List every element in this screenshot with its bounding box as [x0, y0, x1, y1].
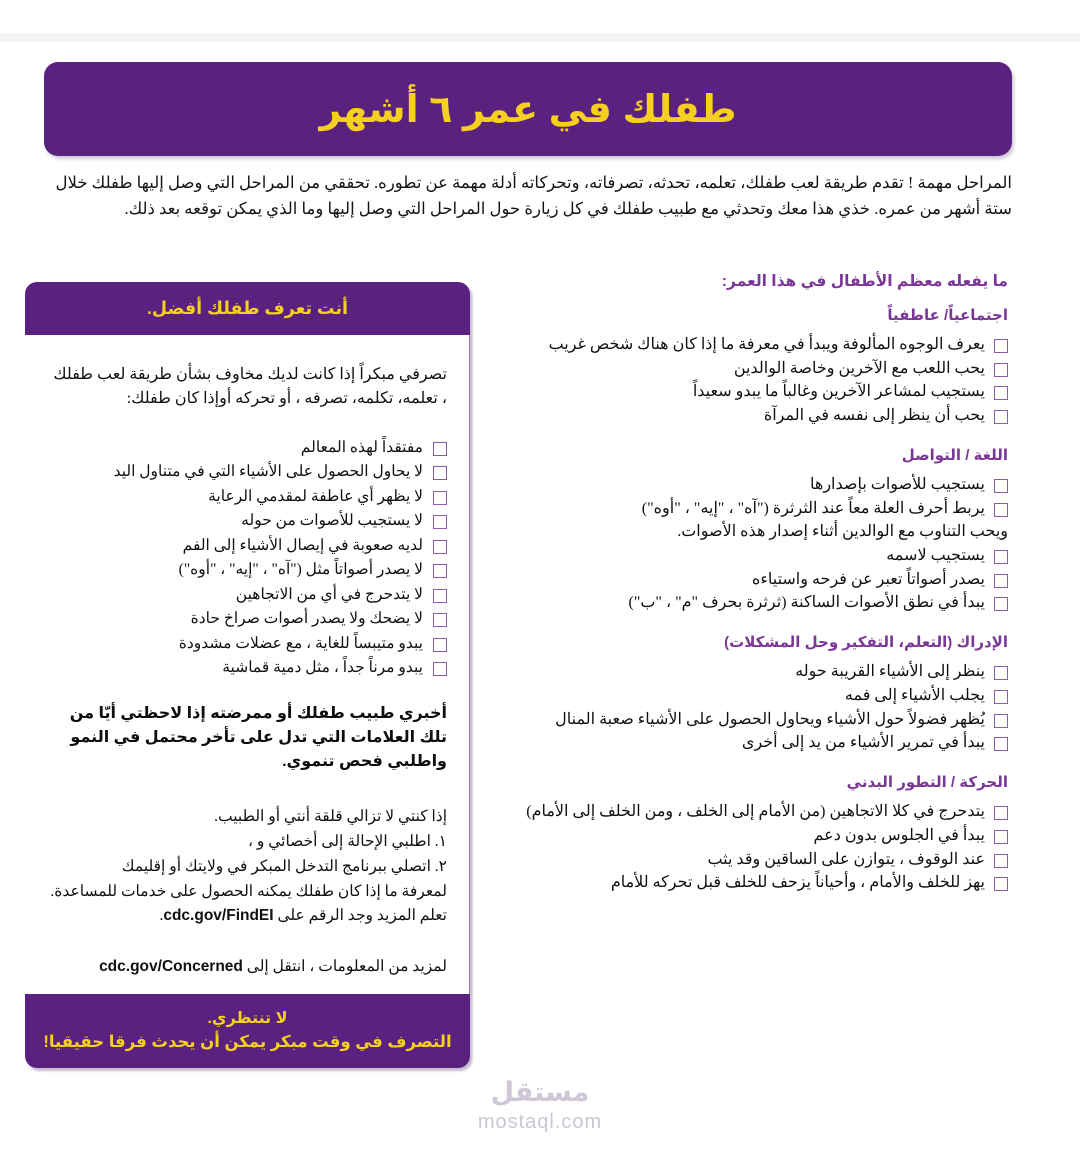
list-item-label: يربط أحرف العلة معاً عند الثرثرة ("آه" ، "إيه" ، "أوه") [641, 499, 985, 517]
checkbox-icon[interactable] [994, 597, 1008, 611]
card-footer [25, 994, 470, 1068]
checkbox-icon[interactable] [994, 714, 1008, 728]
checkbox-icon[interactable] [994, 386, 1008, 400]
card-still-concerned: إذا كنتي لا تزالي قلقة أنتي أو الطبيب. [214, 807, 447, 825]
list-item-label: يحب أن ينظر إلى نفسه في المرآة [763, 407, 985, 425]
card-step-2: ٢. اتصلي ببرنامج التدخل المبكر في ولايتك أو إقليمك [121, 858, 447, 876]
list-item[interactable] [47, 510, 447, 532]
list-item-label: يهز للخلف والأمام ، وأحياناً يزحف للخلف قبل تحركه للأمام [610, 874, 985, 892]
section-heading: اللغة / التواصل [901, 446, 1008, 464]
card-learn-more [47, 880, 447, 927]
list-item[interactable] [488, 709, 1008, 732]
checkbox-icon[interactable] [994, 854, 1008, 868]
list-item[interactable] [47, 461, 447, 483]
section-heading: اجتماعياً/ عاطفياً [887, 307, 1008, 324]
list-item-label: مفتقداً لهذه المعالم [300, 439, 423, 456]
list-item[interactable] [488, 732, 1008, 755]
card-intro-text: تصرفي مبكراً إذا كانت لديك مخاوف بشأن طريقة لعب طفلك ، تعلمه، تكلمه، تصرفه ، أو تحركه أوإذا كان طفلك: [53, 366, 447, 407]
list-item-label: يستجيب لاسمه [886, 547, 985, 565]
card-more-info-text: لمزيد من المعلومات ، انتقل إلى [246, 957, 447, 975]
findei-link[interactable]: cdc.gov/FindEI [163, 906, 274, 924]
list-item-label: يبدأ في نطق الأصوات الساكنة (ثرثرة بحرف "م" ، "ب") [628, 594, 985, 612]
list-item[interactable] [47, 657, 447, 679]
checkbox-icon[interactable] [433, 540, 447, 554]
checkbox-icon[interactable] [994, 550, 1008, 564]
list-item-label: يعرف الوجوه المألوفة ويبدأ في معرفة ما إذا كان هناك شخص غريب [548, 336, 985, 353]
list-item-label: يستجيب لمشاعر الآخرين وغالباً ما يبدو سعيداً [692, 383, 985, 401]
card-header [25, 282, 470, 335]
checkbox-icon[interactable] [994, 666, 1008, 680]
list-item-label: يُظهر فضولاً حول الأشياء ويحاول الحصول على الأشياء صعبة المنال [555, 710, 985, 728]
list-item[interactable] [488, 661, 1008, 684]
section-movement-physical [488, 773, 1008, 895]
checkbox-icon[interactable] [433, 466, 447, 480]
list-item-label: يبدو مرناً جداً ، مثل دمية قماشية [222, 659, 423, 677]
list-item-label: عند الوقوف ، يتوازن على الساقين وقد يثب [707, 850, 985, 868]
list-item[interactable] [488, 358, 1008, 381]
card-learn-more-period: . [159, 906, 164, 924]
checkbox-icon[interactable] [994, 830, 1008, 844]
list-item[interactable] [488, 592, 1008, 615]
list-item-label: لا يستجيب للأصوات من حوله [241, 512, 423, 530]
list-item[interactable] [488, 405, 1008, 428]
section-language-communication [488, 446, 1008, 615]
list-item-label: لا يتدحرج في أي من الاتجاهين [235, 585, 423, 603]
list-item-label: لديه صعوبة في إيصال الأشياء إلى الفم [182, 536, 423, 554]
milestones-column [488, 272, 1008, 913]
list-item[interactable] [488, 801, 1008, 824]
section-cognitive [488, 633, 1008, 755]
watermark [0, 1078, 1080, 1134]
list-item-label: يحب اللعب مع الآخرين وخاصة الوالدين [733, 359, 985, 377]
milestone-list [488, 801, 1008, 895]
list-item[interactable] [47, 633, 447, 655]
intro-paragraph: المراحل مهمة ! تقدم طريقة لعب طفلك، تعلمه، تحدثه، تصرفاته، وتحركاته أدلة مهمة عن تطوره. تحققي من المراحل التي وصل إليها طفلك خلال ستة أشهر من عمره. خذي هذا معك وتحدثي مع طبيب طفلك في كل زيارة حول المراحل التي وصل إليها وما الذي يمكن توقعه بعد ذلك. [55, 173, 1012, 219]
checkbox-icon[interactable] [994, 503, 1008, 517]
checkbox-icon[interactable] [433, 613, 447, 627]
card-header-label: أنت تعرف طفلك أفضل. [146, 298, 349, 318]
list-item-label: يبدأ في تمرير الأشياء من يد إلى أخرى [741, 734, 985, 752]
checkbox-icon[interactable] [994, 806, 1008, 820]
checkbox-icon[interactable] [433, 564, 447, 578]
checkbox-icon[interactable] [433, 662, 447, 676]
list-item-label: يبدو متيبساً للغاية ، مع عضلات مشدودة [178, 634, 423, 652]
watermark-latin: mostaql.com [477, 1110, 603, 1133]
list-item-label: يبدأ في الجلوس بدون دعم [813, 826, 985, 844]
milestones-title: ما يفعله معظم الأطفال في هذا العمر: [721, 273, 1008, 290]
list-item[interactable] [488, 498, 1008, 521]
checkbox-icon[interactable] [994, 363, 1008, 377]
list-item-subnote: ويحب التناوب مع الوالدين أثناء إصدار هذه الأصوات. [677, 523, 1008, 541]
title-banner [44, 62, 1012, 156]
checkbox-icon[interactable] [994, 574, 1008, 588]
checkbox-icon[interactable] [433, 515, 447, 529]
list-item-label: يستجيب للأصوات بإصدارها [810, 475, 985, 493]
concerned-link[interactable]: cdc.gov/Concerned [99, 957, 243, 975]
list-item[interactable] [47, 486, 447, 508]
concern-card [25, 282, 470, 1068]
section-heading: الإدراك (التعلم، التفكير وحل المشكلات) [724, 634, 1008, 652]
card-body [25, 335, 470, 994]
list-item[interactable] [47, 559, 447, 581]
list-item[interactable] [47, 608, 447, 630]
card-footer-line1: لا تنتظري. [207, 1010, 288, 1028]
list-item[interactable] [488, 334, 1008, 357]
milestone-list [488, 474, 1008, 615]
list-item[interactable] [488, 545, 1008, 568]
list-item-label: يجلب الأشياء إلى فمه [844, 686, 985, 704]
milestone-list [488, 334, 1008, 428]
section-heading: الحركة / التطور البدني [846, 774, 1008, 792]
list-item[interactable] [488, 685, 1008, 708]
list-item[interactable] [488, 825, 1008, 848]
list-item-label: يتدحرج في كلا الاتجاهين (من الأمام إلى الخلف ، ومن الخلف إلى الأمام) [526, 803, 985, 821]
checkbox-icon[interactable] [994, 737, 1008, 751]
checkbox-icon[interactable] [994, 479, 1008, 493]
checkbox-icon[interactable] [433, 491, 447, 505]
list-item-label: ينظر إلى الأشياء القريبة حوله [795, 663, 985, 681]
list-item[interactable] [47, 535, 447, 557]
concern-list [47, 437, 447, 680]
card-step-1: ١. اطلبي الإحالة إلى أخصائي و ، [247, 832, 447, 850]
checkbox-icon[interactable] [994, 339, 1008, 353]
list-item-label: لا يضحك ولا يصدر أصوات صراخ حادة [190, 610, 423, 628]
checkbox-icon[interactable] [433, 442, 447, 456]
list-item[interactable] [488, 872, 1008, 895]
card-bold-note: أخبري طبيب طفلك أو ممرضته إذا لاحظتي أيّا من تلك العلامات التي تدل على تأخر محتمل في النمو واطلبي فحص تنموي. [69, 704, 447, 771]
list-item-label: لا يظهر أي عاطفة لمقدمي الرعاية [208, 487, 423, 505]
list-item-label: يصدر أصواتاً تعبر عن فرحه واستياءه [751, 570, 985, 588]
card-more-info [47, 955, 447, 978]
list-item[interactable] [47, 437, 447, 459]
watermark-arabic: مستقل [490, 1077, 590, 1107]
list-item[interactable] [488, 381, 1008, 404]
list-item-label: لا يصدر أصواتاً مثل ("آه" ، "إيه" ، "أوه") [178, 561, 423, 579]
page-title: طفلك في عمر ٦ أشهر [319, 88, 737, 131]
checkbox-icon[interactable] [994, 877, 1008, 891]
checkbox-icon[interactable] [994, 410, 1008, 424]
checkbox-icon[interactable] [433, 589, 447, 603]
checkbox-icon[interactable] [433, 638, 447, 652]
section-social-emotional [488, 306, 1008, 428]
card-footer-line2: التصرف في وقت مبكر يمكن أن يحدث فرقا حقيقيا! [43, 1033, 452, 1052]
list-item[interactable] [488, 474, 1008, 497]
list-item[interactable] [488, 849, 1008, 872]
list-item-label: لا يحاول الحصول على الأشياء التي في متناول اليد [113, 463, 423, 481]
checkbox-icon[interactable] [994, 690, 1008, 704]
list-item[interactable] [488, 569, 1008, 592]
milestone-list [488, 661, 1008, 755]
list-item[interactable] [47, 584, 447, 606]
card-learn-more-text: لمعرفة ما إذا كان طفلك يمكنه الحصول على خدمات للمساعدة. تعلم المزيد وجد الرقم على [50, 883, 447, 924]
